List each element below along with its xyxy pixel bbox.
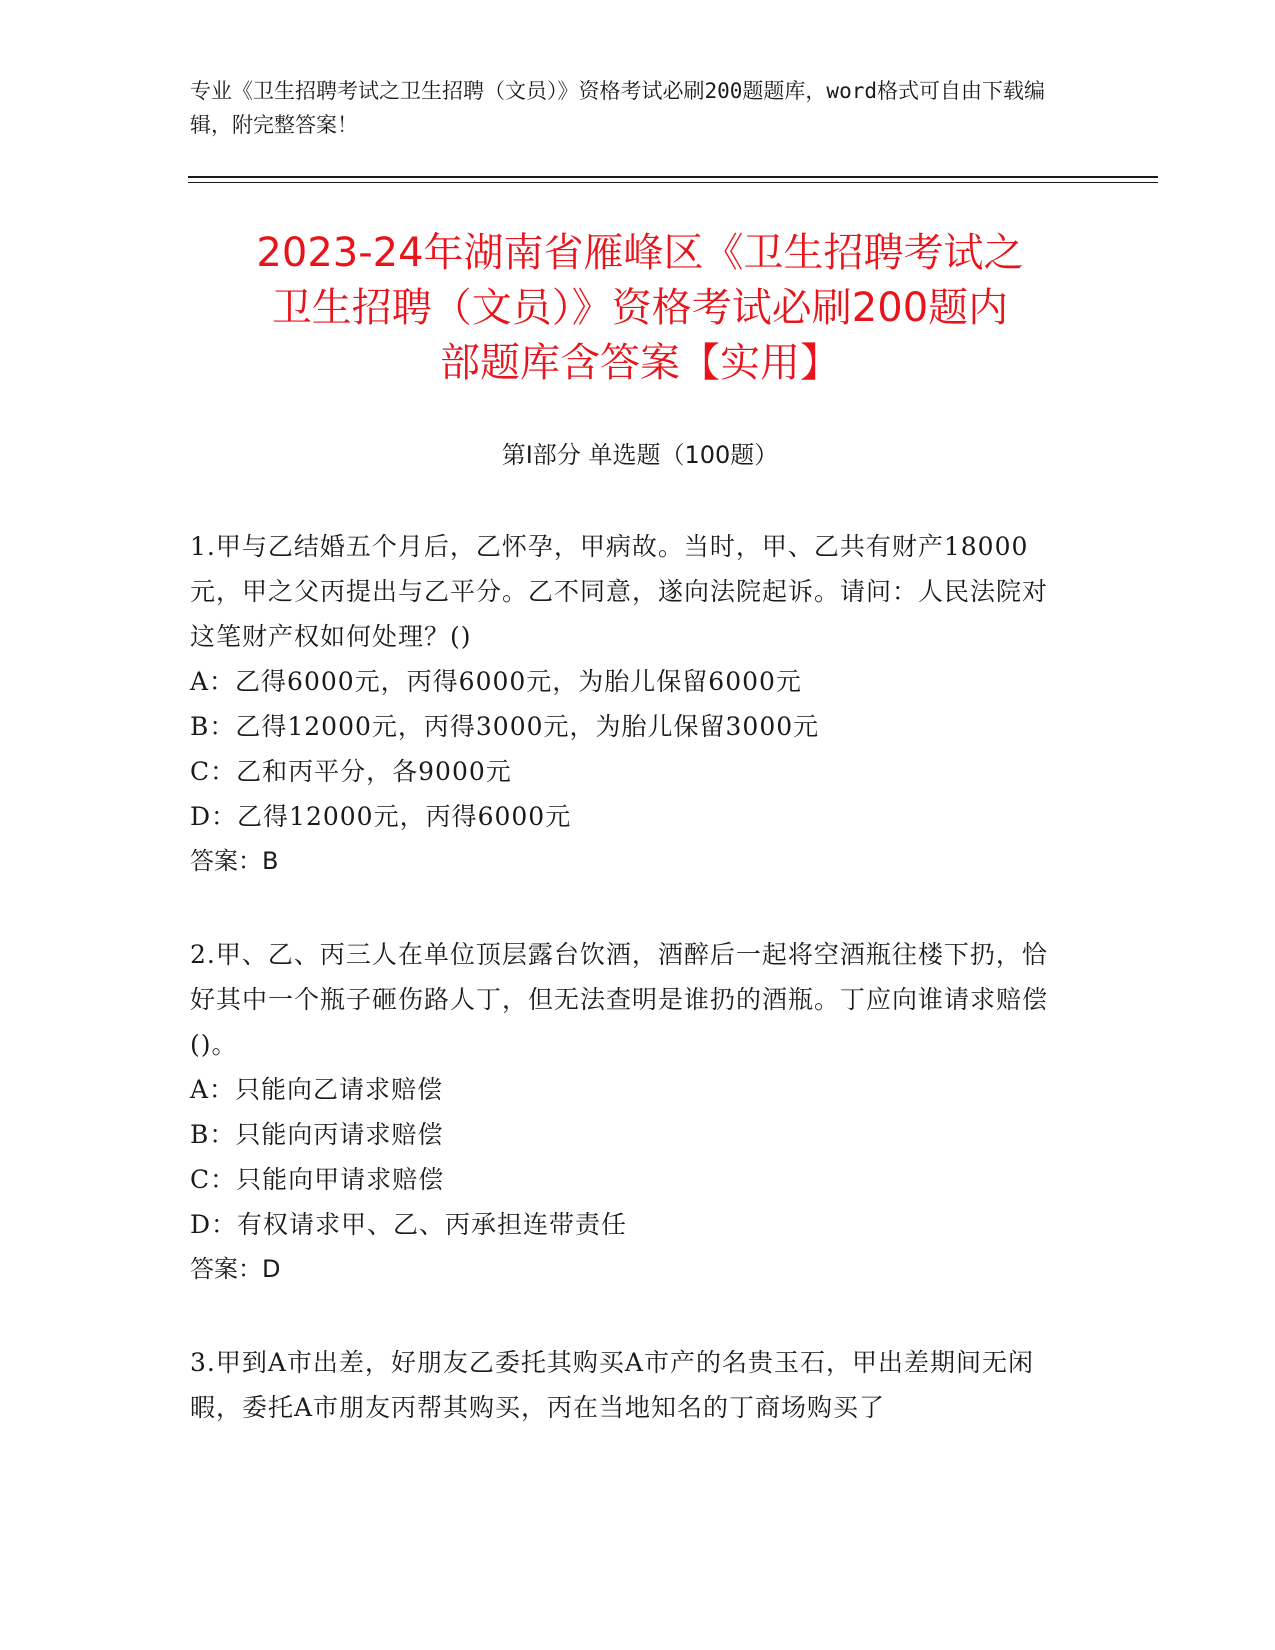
title-line-2: 卫生招聘（文员）》资格考试必刷200题内 [271, 285, 1009, 331]
question-option-a: A：乙得6000元，丙得6000元，为胎儿保留6000元 [190, 667, 802, 696]
question-option-c: C：只能向甲请求赔偿 [190, 1165, 445, 1194]
section-heading: 第Ⅰ部分 单选题（100题） [501, 441, 779, 469]
question-item [190, 932, 1070, 1292]
question-answer: 答案：D [190, 1255, 281, 1283]
question-option-d: D：有权请求甲、乙、丙承担连带责任 [190, 1210, 628, 1239]
header-note: 专业《卫生招聘考试之卫生招聘（文员）》资格考试必刷200题题库，word格式可自由下载编辑，附完整答案！ [190, 79, 1045, 137]
question-stem: 2.甲、乙、丙三人在单位顶层露台饮酒，酒醉后一起将空酒瓶往楼下扔，恰好其中一个瓶子砸伤路人丁，但无法查明是谁扔的酒瓶。丁应向谁请求赔偿()。 [190, 940, 1049, 1059]
question-stem: 3.甲到A市出差，好朋友乙委托其购买A市产的名贵玉石，甲出差期间无闲暇，委托A市朋友丙帮其购买，丙在当地知名的丁商场购买了 [190, 1348, 1034, 1422]
question-option-b: B：只能向丙请求赔偿 [190, 1120, 444, 1149]
title-line-1: 2023-24年湖南省雁峰区《卫生招聘考试之 [256, 230, 1024, 276]
question-option-d: D：乙得12000元，丙得6000元 [190, 802, 572, 831]
title-line-3: 部题库含答案【实用】 [440, 340, 840, 386]
header-divider-thin [188, 182, 1158, 183]
question-item [190, 524, 1070, 884]
question-answer: 答案：B [190, 847, 279, 875]
question-list [190, 524, 1070, 1478]
question-stem: 1.甲与乙结婚五个月后，乙怀孕，甲病故。当时，甲、乙共有财产18000元，甲之父丙提出与乙平分。乙不同意，遂向法院起诉。请问：人民法院对这笔财产权如何处理？() [190, 532, 1049, 651]
question-option-b: B：乙得12000元，丙得3000元，为胎儿保留3000元 [190, 712, 820, 741]
header-divider-thick [188, 176, 1158, 178]
document-title [190, 226, 1090, 391]
question-option-c: C：乙和丙平分，各9000元 [190, 757, 512, 786]
question-option-a: A：只能向乙请求赔偿 [190, 1075, 444, 1104]
question-item [190, 1340, 1070, 1430]
